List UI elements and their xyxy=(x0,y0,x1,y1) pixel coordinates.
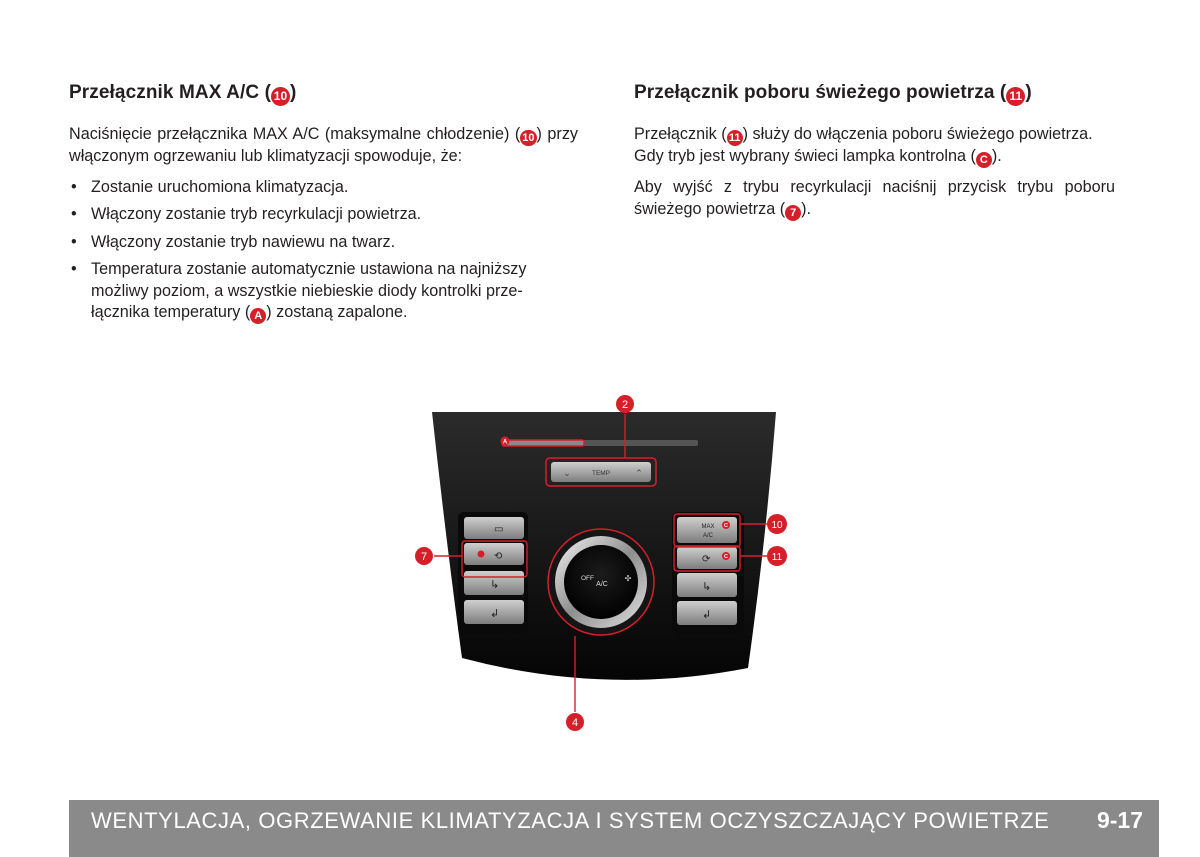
svg-text:10: 10 xyxy=(771,520,783,531)
callout-badge-a: A xyxy=(250,308,266,324)
svg-text:↲: ↲ xyxy=(490,607,500,620)
callout-badge-7: 7 xyxy=(785,205,801,221)
figure-callout-10 xyxy=(767,514,787,534)
fresh-air-heading: Przełącznik poboru świeżego powietrza ( 11 ) xyxy=(634,82,1115,106)
svg-text:C: C xyxy=(724,554,728,561)
left-column xyxy=(69,82,578,330)
fresh-air-paragraph-1: Przełącznik ( 11 ) służy do włączenia poboru świeżego powietrza. Gdy tryb jest wybrany świeci lampka kontrolna ( C ). xyxy=(634,125,1093,166)
callout-badge-10: 10 xyxy=(522,132,535,144)
svg-text:A/C: A/C xyxy=(702,533,714,539)
svg-text:11: 11 xyxy=(771,552,783,563)
svg-text:↲: ↲ xyxy=(702,608,712,621)
svg-text:2: 2 xyxy=(621,399,629,411)
svg-text:⌃: ⌃ xyxy=(635,469,643,479)
temp-switch xyxy=(546,458,656,486)
page-footer xyxy=(69,800,1159,857)
svg-text:⟳: ⟳ xyxy=(702,554,711,565)
chapter-title: WENTYLACJA, OGRZEWANIE KLIMATYZACJA I SYSTEM OCZYSZCZAJĄCY POWIETRZE xyxy=(91,808,1050,833)
callout-badge-10: 10 xyxy=(271,87,290,106)
list-item: • Temperatura zostanie automatycznie ustawiona na najniższy możliwy poziom, a wszystkie niebieskie diody kontrolki prze-łącznika temperatury ( A ) zostaną zapalone. xyxy=(69,259,578,324)
climate-control-panel-figure xyxy=(410,390,800,740)
page-number: 9-17 xyxy=(1096,807,1143,833)
fresh-air-paragraph-2: Aby wyjść z trybu recyrkulacji naciśnij przycisk trybu poboru świeżego powietrza ( 7 ). xyxy=(634,178,1115,219)
svg-text:↳: ↳ xyxy=(702,580,712,593)
max-ac-heading: Przełącznik MAX A/C ( 10 ) xyxy=(69,82,578,106)
max-ac-effects-list xyxy=(69,177,578,325)
figure-callout-11 xyxy=(767,546,787,566)
svg-text:4: 4 xyxy=(571,717,579,729)
ac-fan-knob xyxy=(547,528,655,636)
svg-text:TEMP: TEMP xyxy=(591,470,611,477)
list-item: • Zostanie uruchomiona klimatyzacja. xyxy=(69,177,578,199)
svg-text:▭: ▭ xyxy=(494,524,504,535)
list-item: • Włączony zostanie tryb recyrkulacji powietrza. xyxy=(69,204,578,226)
svg-text:⟲: ⟲ xyxy=(494,551,503,562)
right-button-stack xyxy=(672,512,744,634)
right-column xyxy=(634,82,1115,230)
max-ac-intro: Naciśnięcie przełącznika MAX A/C (maksymalne chłodzenie) ( 10 ) przy włączonym ogrzewaniu lub klimatyzacji spowoduje, że: xyxy=(69,125,579,165)
svg-text:C: C xyxy=(724,523,728,530)
svg-text:✣: ✣ xyxy=(624,574,632,583)
figure-callout-7 xyxy=(415,547,433,565)
left-button-stack xyxy=(458,512,528,634)
svg-text:OFF: OFF xyxy=(581,575,594,582)
figure-callout-4 xyxy=(566,713,584,731)
svg-text:⌄: ⌄ xyxy=(563,469,571,479)
list-item: • Włączony zostanie tryb nawiewu na twarz. xyxy=(69,232,578,254)
svg-text:↳: ↳ xyxy=(490,578,500,591)
svg-text:7: 7 xyxy=(420,551,428,563)
callout-badge-c: C xyxy=(976,152,992,168)
callout-badge-11: 11 xyxy=(727,130,743,146)
svg-text:MAX: MAX xyxy=(701,524,715,530)
svg-text:A: A xyxy=(502,439,508,446)
svg-text:A/C: A/C xyxy=(596,581,608,588)
callout-badge-11: 11 xyxy=(1006,87,1025,106)
figure-callout-2 xyxy=(616,395,634,413)
